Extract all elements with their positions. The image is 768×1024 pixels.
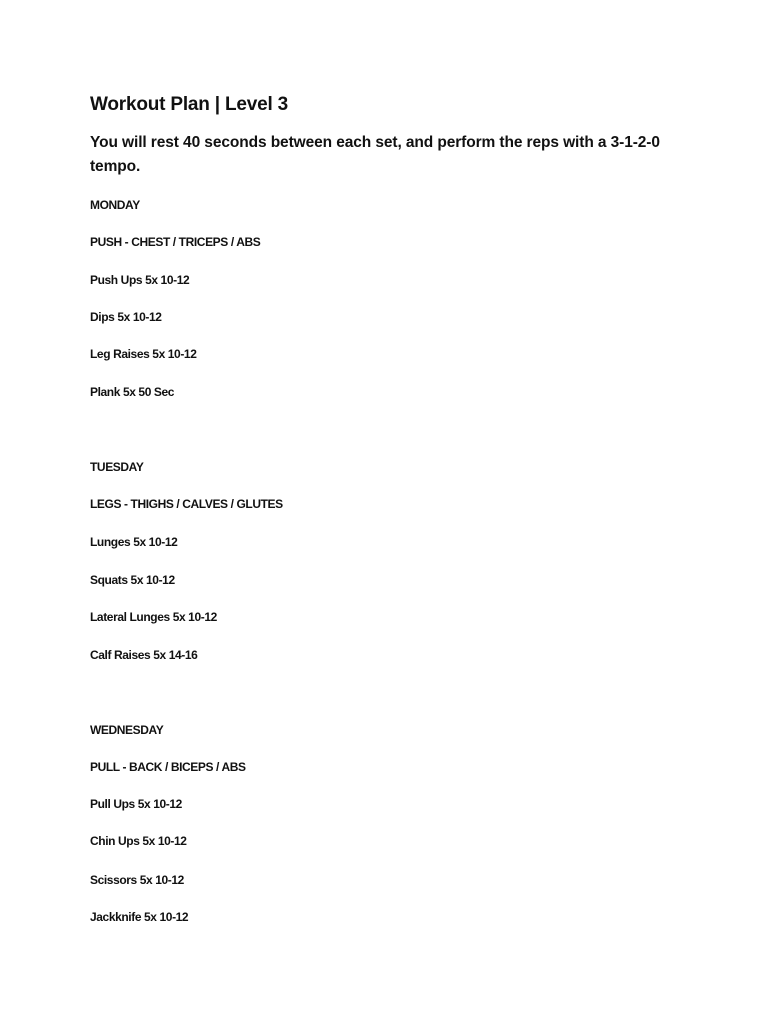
day-focus-monday: PUSH - CHEST / TRICEPS / ABS [90, 235, 261, 249]
exercise-item: Plank 5x 50 Sec [90, 385, 175, 399]
exercise-item: Calf Raises 5x 14-16 [90, 648, 198, 662]
exercise-item: Lunges 5x 10-12 [90, 535, 178, 549]
exercise-item: Jackknife 5x 10-12 [90, 910, 189, 924]
day-focus-tuesday: LEGS - THIGHS / CALVES / GLUTES [90, 497, 283, 511]
document-title: Workout Plan | Level 3 [90, 94, 289, 115]
exercise-item: Squats 5x 10-12 [90, 573, 175, 587]
exercise-item: Dips 5x 10-12 [90, 310, 162, 324]
exercise-item: Lateral Lunges 5x 10-12 [90, 610, 217, 624]
exercise-item: Scissors 5x 10-12 [90, 873, 184, 887]
day-heading-wednesday: WEDNESDAY [90, 723, 164, 737]
intro-paragraph: You will rest 40 seconds between each set, and perform the reps with a 3-1-2-0 tempo. [90, 134, 660, 175]
day-heading-tuesday: TUESDAY [90, 460, 144, 474]
day-focus-wednesday: PULL - BACK / BICEPS / ABS [90, 760, 246, 774]
exercise-item: Chin Ups 5x 10-12 [90, 834, 187, 848]
exercise-item: Push Ups 5x 10-12 [90, 273, 190, 287]
exercise-item: Pull Ups 5x 10-12 [90, 797, 182, 811]
day-heading-monday: MONDAY [90, 198, 140, 212]
exercise-item: Leg Raises 5x 10-12 [90, 347, 197, 361]
